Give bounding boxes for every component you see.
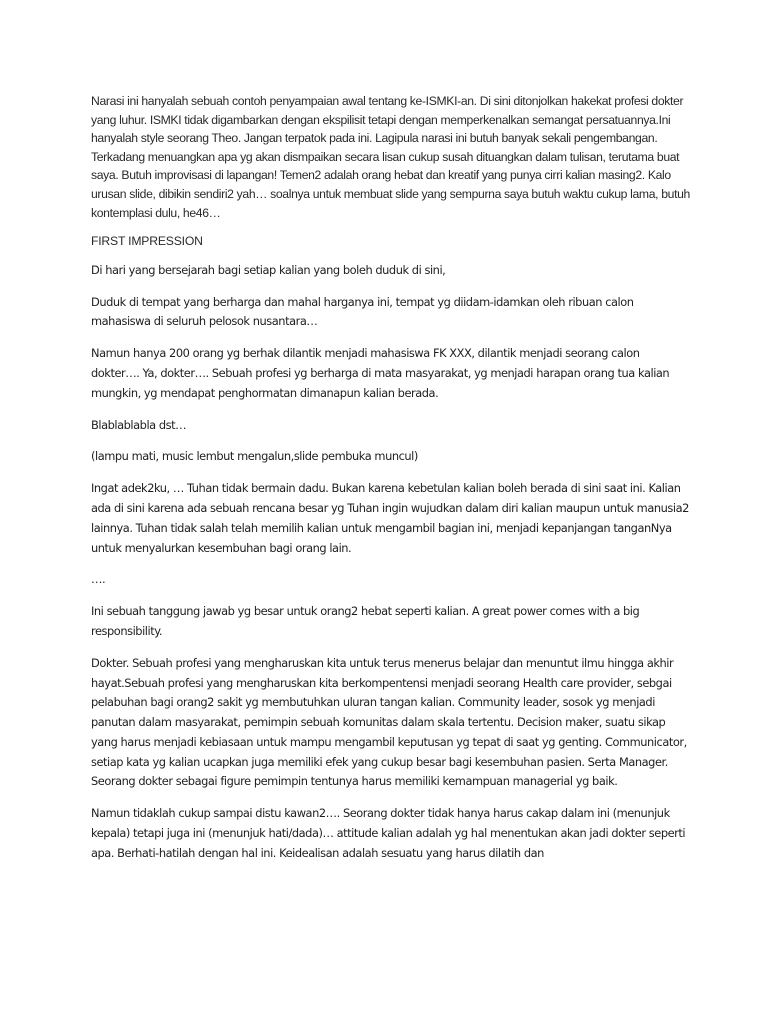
paragraph-8: Ini sebuah tanggung jawab yg besar untuk orang2 hebat seperti kalian. A great power comes with a big responsibility. [91, 604, 640, 638]
paragraph-6: Ingat adek2ku, … Tuhan tidak bermain dadu. Bukan karena kebetulan kalian boleh berada di sini saat ini. Kalian ada di sini karena ada sebuah rencana besar yg Tuhan ingin wujudkan dalam diri kalian maupun untuk manusia2 lainnya. Tuhan tidak salah telah memilih kalian untuk mengambil bagian ini, menjadi kepanjangan tanganNya untuk menyalurkan kesembuhan bagi orang lain. [91, 481, 689, 555]
paragraph-9: Dokter. Sebuah profesi yang mengharuskan kita untuk terus menerus belajar dan menuntut ilmu hingga akhir hayat.Sebuah profesi yang mengharuskan kita berkompentensi menjadi seorang Health care provider, sebgai pelabuhan bagi orang2 sakit yg membutuhkan uluran tangan kalian. Community leader, sosok yg menjadi panutan dalam masyarakat, pemimpin sebuah komunitas dalam skala tertentu. Decision maker, suatu sikap yang harus menjadi kebiasaan untuk mampu mengambil keputusan yg tepat di saat yg genting. Communicator, setiap kata yg kalian ucapkan juga memiliki efek yang cukup besar bagi kesembuhan pasien. Serta Manager. Seorang dokter sebagai figure pemimpin tentunya harus memiliki kemampuan managerial yg baik. [91, 655, 687, 789]
paragraph-4: Blablablabla dst… [91, 417, 187, 432]
section-heading: FIRST IMPRESSION [91, 234, 203, 249]
paragraph-10: Namun tidaklah cukup sampai distu kawan2…. Seorang dokter tidak hanya harus cakap dalam ini (menunjuk kepala) tetapi juga ini (menunjuk hati/dada)… attitude kalian adalah yg hal menentukan akan jadi dokter seperti apa. Berhati-hatilah dengan hal ini. Keidealisan adalah sesuatu yang harus dilatih dan [91, 806, 686, 860]
paragraph-5: (lampu mati, music lembut mengalun,slide pembuka muncul) [91, 449, 418, 464]
intro-paragraph: Narasi ini hanyalah sebuah contoh penyampaian awal tentang ke-ISMKI-an. Di sini ditonjolkan hakekat profesi dokter yang luhur. ISMKI tidak digambarkan dengan ekspilisit tetapi dengan memperkenalkan semangat persatuannya.Ini hanyalah style seorang Theo. Jangan terpatok pada ini. Lagipula narasi ini butuh banyak sekali pengembangan. Terkadang menuangkan apa yg akan dismpaikan secara lisan cukup susah dituangkan dalam tulisan, terutama buat saya. Butuh improvisasi di lapangan! Temen2 adalah orang hebat dan kreatif yang punya cirri kalian masing2. Kalo urusan slide, dibikin sendiri2 yah… soalnya untuk membuat slide yang sempurna saya butuh waktu cukup lama, butuh kontemplasi dulu, he46… [91, 94, 690, 220]
paragraph-7: …. [91, 572, 106, 587]
paragraph-3: Namun hanya 200 orang yg berhak dilantik menjadi mahasiswa FK XXX, dilantik menjadi seorang calon dokter…. Ya, dokter…. Sebuah profesi yg berharga di mata masyarakat, yg menjadi harapan orang tua kalian mungkin, yg mendapat penghormatan dimanapun kalian berada. [91, 346, 670, 400]
document-page [91, 92, 691, 876]
paragraph-1: Di hari yang bersejarah bagi setiap kalian yang boleh duduk di sini, [91, 262, 446, 277]
paragraph-2: Duduk di tempat yang berharga dan mahal harganya ini, tempat yg diidam-idamkan oleh ribuan calon mahasiswa di seluruh pelosok nusantara… [91, 294, 634, 329]
